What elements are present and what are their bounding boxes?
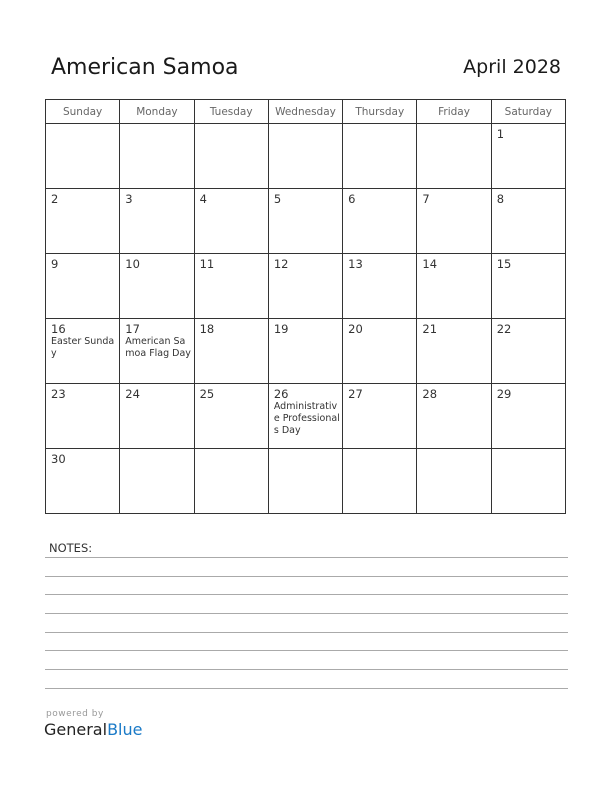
day-cell	[491, 254, 565, 319]
day-cell	[491, 189, 565, 254]
day-cell	[120, 124, 194, 189]
day-cell	[194, 124, 268, 189]
day-number	[417, 124, 490, 127]
day-number: 15	[496, 257, 512, 271]
holiday-label: Easter Sunday	[51, 336, 115, 359]
day-number: 16	[51, 322, 66, 336]
day-number	[492, 449, 565, 452]
day-cell	[417, 189, 491, 254]
brand-logo	[44, 720, 142, 739]
day-cell	[268, 384, 342, 449]
day-number	[343, 124, 416, 127]
day-cell	[417, 319, 491, 384]
day-cell	[343, 124, 417, 189]
day-number	[343, 449, 416, 452]
day-number: 19	[273, 322, 289, 336]
day-number: 11	[199, 257, 215, 271]
day-cell	[268, 124, 342, 189]
calendar-body	[46, 124, 566, 514]
day-cell	[194, 384, 268, 449]
day-number	[417, 449, 490, 452]
day-cell	[268, 189, 342, 254]
day-cell	[120, 254, 194, 319]
day-number: 24	[125, 387, 140, 401]
day-cell	[491, 319, 565, 384]
day-cell	[491, 384, 565, 449]
note-line	[45, 632, 568, 633]
day-cell	[343, 189, 417, 254]
holiday-label: American Samoa Flag Day	[125, 336, 191, 359]
day-cell	[417, 124, 491, 189]
day-cell	[417, 384, 491, 449]
day-cell	[46, 189, 120, 254]
day-number: 8	[496, 192, 505, 206]
week-row	[46, 189, 566, 254]
note-line	[45, 669, 568, 670]
day-cell	[194, 254, 268, 319]
day-number: 6	[348, 192, 356, 206]
day-number	[120, 124, 193, 127]
day-number: 1	[496, 127, 505, 141]
notes-label: NOTES:	[49, 541, 93, 555]
day-cell	[120, 384, 194, 449]
day-number: 7	[422, 192, 430, 206]
note-line	[45, 650, 568, 651]
day-number: 4	[199, 192, 207, 206]
day-cell	[194, 449, 268, 514]
country-title: American Samoa	[51, 55, 239, 80]
day-cell	[120, 449, 194, 514]
day-number: 22	[496, 322, 512, 336]
day-cell	[120, 189, 194, 254]
weekday-header: Thursday	[343, 100, 417, 124]
day-cell	[343, 254, 417, 319]
day-number	[195, 124, 268, 127]
day-cell	[268, 319, 342, 384]
day-number: 25	[199, 387, 215, 401]
day-cell	[46, 319, 120, 384]
note-line	[45, 557, 568, 558]
day-cell	[417, 254, 491, 319]
powered-by-text: powered by	[46, 709, 104, 719]
day-number: 20	[348, 322, 363, 336]
day-number: 10	[125, 257, 140, 271]
day-cell	[46, 449, 120, 514]
weekday-header: Wednesday	[268, 100, 342, 124]
calendar-grid	[45, 99, 566, 514]
day-cell	[268, 449, 342, 514]
day-number	[120, 449, 193, 452]
weekday-header: Saturday	[491, 100, 565, 124]
day-cell	[268, 254, 342, 319]
weekday-header: Friday	[417, 100, 491, 124]
day-number: 5	[273, 192, 282, 206]
day-cell	[120, 319, 194, 384]
day-cell	[194, 319, 268, 384]
day-cell	[343, 384, 417, 449]
day-number: 28	[422, 387, 438, 401]
weekday-header-row	[46, 100, 566, 124]
day-number: 23	[51, 387, 66, 401]
day-cell	[46, 124, 120, 189]
day-number: 13	[348, 257, 363, 271]
day-number: 27	[348, 387, 363, 401]
day-number	[46, 124, 119, 127]
day-number: 12	[273, 257, 289, 271]
day-cell	[343, 449, 417, 514]
note-line	[45, 576, 568, 577]
day-number: 9	[51, 257, 59, 271]
holiday-label: Administrative Professionals Day	[273, 401, 340, 436]
brand-general-text: General	[44, 720, 108, 739]
week-row	[46, 254, 566, 319]
note-line	[45, 594, 568, 595]
day-number	[195, 449, 268, 452]
day-number: 18	[199, 322, 215, 336]
day-cell	[194, 189, 268, 254]
note-line	[45, 688, 568, 689]
week-row	[46, 384, 566, 449]
day-number: 3	[125, 192, 133, 206]
weekday-header: Monday	[120, 100, 194, 124]
day-number: 21	[422, 322, 438, 336]
day-cell	[417, 449, 491, 514]
day-cell	[46, 384, 120, 449]
day-number: 2	[51, 192, 59, 206]
day-number: 17	[125, 322, 140, 336]
day-number	[269, 124, 342, 127]
brand-blue-text: Blue	[107, 720, 143, 739]
day-number: 14	[422, 257, 438, 271]
day-number: 30	[51, 452, 66, 466]
day-number: 29	[496, 387, 512, 401]
week-row	[46, 124, 566, 189]
week-row	[46, 449, 566, 514]
day-cell	[343, 319, 417, 384]
weekday-header: Tuesday	[194, 100, 268, 124]
note-line	[45, 613, 568, 614]
week-row	[46, 319, 566, 384]
day-cell	[46, 254, 120, 319]
day-cell	[491, 124, 565, 189]
day-number	[269, 449, 342, 452]
day-number: 26	[273, 387, 289, 401]
weekday-header: Sunday	[46, 100, 120, 124]
month-title: April 2028	[463, 56, 561, 78]
day-cell	[491, 449, 565, 514]
